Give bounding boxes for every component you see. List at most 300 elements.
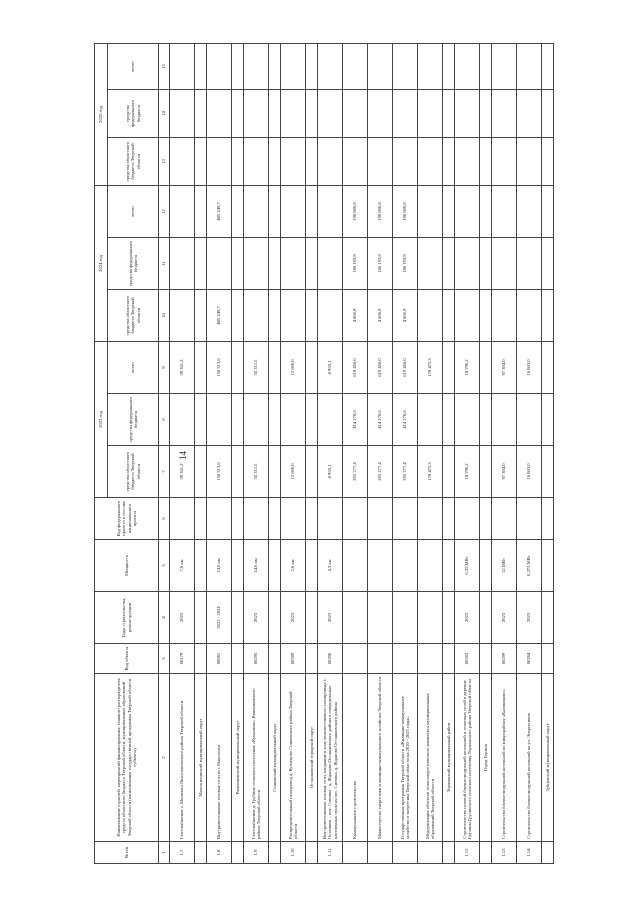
table-cell-col2: Модернизация объектов теплоэнергетического комплекса муниципальных образований Тверской области [418,674,443,842]
section-empty-cell [195,290,207,342]
table-cell-col9: 178 475,3 [418,342,443,394]
section-empty-cell [269,446,281,498]
table-cell-col3: 00081 [207,644,232,674]
section-title: Рамешковский муниципальный округ [232,674,244,842]
section-empty-cell [232,138,244,186]
table-cell-col9: 8 955,1 [318,342,343,394]
section-empty-cell [480,540,492,592]
table-cell-col2: Государственная программа Тверской области «Жилищно-коммунальное хозяйство и энергетика Тверской области на 2020 - 2025 годы» [393,674,418,842]
table-cell-col10 [492,290,517,342]
section-empty-cell [443,44,455,90]
table-cell-col10 [244,290,269,342]
header-2024-total: всего [108,186,159,238]
table-cell-col15 [170,44,195,90]
table-cell-col12 [318,186,343,238]
table-cell-col4: 2023 [455,592,480,644]
section-empty-cell [195,644,207,674]
table-cell-col12 [418,186,443,238]
section-row [443,44,455,864]
table-cell-col7: 97 304,0 [492,446,517,498]
table-cell-col5: 2,6 км [281,540,306,592]
section-blank-cell [232,842,244,864]
table-cell-col6 [455,498,480,540]
header-number: № п/п [95,842,159,864]
table-cell-col13 [517,138,542,186]
header-year-2024: 2024 год [95,186,108,342]
column-number: 1 [159,842,170,864]
table-cell-col14 [207,90,232,138]
section-empty-cell [269,394,281,446]
table-cell-col5 [368,540,393,592]
table-cell-col12 [517,186,542,238]
table-cell-col7: 205 277,4 [368,446,393,498]
table-cell-col5: 14,0 км [207,540,232,592]
header-year-2023: 2023 год [95,342,108,498]
table-cell-col15 [393,44,418,90]
section-empty-cell [306,138,318,186]
table-cell-col9: 12 600,0 [281,342,306,394]
section-empty-cell [306,90,318,138]
section-empty-cell [195,90,207,138]
section-empty-cell [269,90,281,138]
table-cell-col5: 0,375 МВт [517,540,542,592]
table-cell-col8 [170,394,195,446]
section-blank-cell [195,842,207,864]
table-cell-col13 [393,138,418,186]
table-cell-col9: 35 311,5 [244,342,269,394]
table-cell-col5 [343,540,368,592]
table-cell-col10: 4 606,9 [343,290,368,342]
section-empty-cell [480,290,492,342]
table-cell-col11 [455,238,480,290]
table-cell-col2: Коммунальное строительство [343,674,368,842]
table-cell-col2: Строительство блочно-модульной котельной на ул. Энергетиков [517,674,542,842]
section-empty-cell [542,186,554,238]
table-cell-col7: 205 277,4 [393,446,418,498]
table-cell-col1 [393,842,418,864]
section-empty-cell [269,644,281,674]
section-empty-cell [195,446,207,498]
table-cell-col3: 00284 [517,644,542,674]
table-cell-col3: 00283 [455,644,480,674]
table-cell-col9: 619 456,0 [343,342,368,394]
section-row [542,44,554,864]
section-empty-cell [443,90,455,138]
section-row [232,44,244,864]
section-empty-cell [232,644,244,674]
section-empty-cell [306,592,318,644]
table-cell-col15 [492,44,517,90]
section-blank-cell [306,842,318,864]
section-empty-cell [480,394,492,446]
table-cell-col5: 12 МВт [492,540,517,592]
table-cell-col2: Министерство энергетики и жилищно-коммунального хозяйства Тверской области [368,674,393,842]
section-empty-cell [232,592,244,644]
table-cell-col5: 4,3 км [318,540,343,592]
table-cell-col4: 2022 - 2024 [207,592,232,644]
section-empty-cell [306,238,318,290]
table-cell-col12 [455,186,480,238]
section-empty-cell [232,90,244,138]
section-empty-cell [443,238,455,290]
table-cell-col11 [244,238,269,290]
table-cell-col12 [244,186,269,238]
table-cell-col8 [244,394,269,446]
table-cell-col11 [207,238,232,290]
table-cell-col4 [343,592,368,644]
table-cell-col9: 97 304,0 [492,342,517,394]
table-cell-col7: 12 600,0 [281,446,306,498]
table-cell-col6 [318,498,343,540]
section-empty-cell [480,90,492,138]
header-2023-federal: средства федерального бюджета [108,394,159,446]
section-empty-cell [195,186,207,238]
table-cell-col8 [281,394,306,446]
section-empty-cell [542,90,554,138]
table-cell-col9: 16 863,0 [517,342,542,394]
section-empty-cell [443,138,455,186]
table-cell-col15 [418,44,443,90]
column-number: 6 [159,498,170,540]
table-row [318,44,343,864]
table-cell-col1: 1.10 [281,842,306,864]
table-cell-col14 [343,90,368,138]
table-cell-col10 [517,290,542,342]
table-cell-col8: 414 178,6 [393,394,418,446]
table-cell-col15 [343,44,368,90]
table-row [418,44,443,864]
table-row [368,44,393,864]
table-cell-col9: 156 313,6 [207,342,232,394]
section-empty-cell [232,446,244,498]
section-empty-cell [306,186,318,238]
table-cell-col13 [170,138,195,186]
table-cell-col6 [244,498,269,540]
table-cell-col14 [517,90,542,138]
table-cell-col4: 2023 [517,592,542,644]
header-2023-total: всего [108,342,159,394]
table-cell-col11 [517,238,542,290]
section-empty-cell [195,592,207,644]
table-cell-col13 [281,138,306,186]
table-cell-col7: 156 313,6 [207,446,232,498]
table-cell-col13 [207,138,232,186]
section-title: Зубцовский муниципальный округ [542,674,554,842]
table-cell-col11: 186 193,9 [368,238,393,290]
table-cell-col8 [318,394,343,446]
section-empty-cell [443,186,455,238]
section-blank-cell [480,842,492,864]
section-empty-cell [269,498,281,540]
header-project-code: Код федерального проекта в составе национального проекта [95,498,159,540]
table-cell-col9: 18 790,2 [455,342,480,394]
table-cell-col6 [343,498,368,540]
section-empty-cell [306,290,318,342]
table-cell-col5: 7,6 км [170,540,195,592]
header-2025-federal: средства федерального бюджета [108,90,159,138]
table-cell-col14 [318,90,343,138]
section-blank-cell [443,842,455,864]
table-cell-col14 [393,90,418,138]
section-empty-cell [542,238,554,290]
table-cell-col1: 1.13 [492,842,517,864]
section-empty-cell [306,498,318,540]
table-cell-col7: 35 311,5 [244,446,269,498]
column-number: 5 [159,540,170,592]
table-cell-col1: 1.7 [170,842,195,864]
section-blank-cell [269,842,281,864]
table-cell-col11 [281,238,306,290]
section-empty-cell [306,446,318,498]
table-cell-col4: 2023 [492,592,517,644]
section-title: Город Торжок [480,674,492,842]
investment-table [94,43,554,864]
table-cell-col14 [455,90,480,138]
header-object-code: Код объекта [95,644,159,674]
header-2025-regional: средства областного бюджета Тверской области [108,138,159,186]
table-cell-col8: 414 178,6 [343,394,368,446]
table-cell-col15 [455,44,480,90]
table-cell-col15 [368,44,393,90]
table-cell-col3: 00289 [281,644,306,674]
section-empty-cell [232,290,244,342]
table-cell-col3 [393,644,418,674]
table-cell-col13 [318,138,343,186]
table-cell-col13 [244,138,269,186]
section-empty-cell [443,290,455,342]
section-empty-cell [443,446,455,498]
table-cell-col8 [418,394,443,446]
section-empty-cell [480,644,492,674]
table-cell-col6 [281,498,306,540]
table-cell-col15 [281,44,306,90]
section-empty-cell [269,592,281,644]
table-cell-col13 [455,138,480,186]
table-cell-col3: 00179 [170,644,195,674]
column-number: 15 [159,44,170,90]
table-row [281,44,306,864]
table-cell-col10 [170,290,195,342]
section-empty-cell [480,186,492,238]
section-empty-cell [306,394,318,446]
column-number: 13 [159,138,170,186]
table-cell-col3: 00295 [244,644,269,674]
table-cell-col12 [170,186,195,238]
table-cell-col9: 39 361,2 [170,342,195,394]
table-cell-col5: 0,35 МВт [455,540,480,592]
section-empty-cell [542,138,554,186]
section-empty-cell [542,644,554,674]
table-cell-col14 [244,90,269,138]
table-row [207,44,232,864]
table-cell-col15 [244,44,269,90]
table-cell-col15 [517,44,542,90]
table-cell-col7: 16 863,0 [517,446,542,498]
section-empty-cell [542,498,554,540]
table-row [170,44,195,864]
table-row [455,44,480,864]
section-empty-cell [269,342,281,394]
section-empty-cell [480,342,492,394]
section-empty-cell [542,540,554,592]
table-cell-col2: Внутрипоселковые газовые сети, входящие в зону межпоселкового газопровода г. Осташков – пос. Сиговка - д. Жданово Осташковского района в сопредельных населенных пунктах пос. Сиговка, д. Жданово Осташковского района [318,674,343,842]
table-cell-col10 [281,290,306,342]
section-empty-cell [195,498,207,540]
header-years: Годы строительства, реконструкции [95,592,159,644]
header-year-2025: 2025 год [95,44,108,186]
table-cell-col2: Строительство газовой блочно-модульной котельной и тепловых сетей в деревне Грузины Грузинского сельского поселения Торжокского района Тверской области [455,674,480,842]
table-cell-col13 [418,138,443,186]
table-cell-col7: 18 790,2 [455,446,480,498]
table-cell-col12 [281,186,306,238]
table-cell-col5 [393,540,418,592]
table-cell-col14 [368,90,393,138]
section-empty-cell [195,540,207,592]
section-empty-cell [269,238,281,290]
column-number: 11 [159,238,170,290]
table-cell-col9: 619 456,0 [393,342,418,394]
table-cell-col6 [517,498,542,540]
table-cell-col15 [207,44,232,90]
header-2025-total: всего [108,44,159,90]
table-cell-col12: 190 800,8 [368,186,393,238]
table-cell-col2: Строительство блочно-модульной котельной по микрорайону «Калиниково» [492,674,517,842]
table-cell-col14 [281,90,306,138]
column-number: 7 [159,446,170,498]
section-empty-cell [443,540,455,592]
section-empty-cell [443,498,455,540]
table-cell-col11 [318,238,343,290]
section-empty-cell [480,238,492,290]
table-cell-col4 [393,592,418,644]
table-cell-col7: 205 277,4 [343,446,368,498]
table-row [492,44,517,864]
section-empty-cell [232,540,244,592]
section-empty-cell [542,592,554,644]
section-empty-cell [195,342,207,394]
table-cell-col14 [492,90,517,138]
section-title: Осташковский городской округ [306,674,318,842]
table-cell-col6 [207,498,232,540]
table-cell-col4 [368,592,393,644]
table-cell-col3 [418,644,443,674]
section-row [269,44,281,864]
table-cell-col11: 186 193,9 [343,238,368,290]
section-empty-cell [269,540,281,592]
table-cell-col8 [517,394,542,446]
table-cell-col2: Газоснабжение с. Мошенка Лихославльского района Тверской области [170,674,195,842]
table-cell-col7: 39 361,2 [170,446,195,498]
table-cell-col3: 00290 [318,644,343,674]
section-empty-cell [443,394,455,446]
table-cell-col6 [393,498,418,540]
section-empty-cell [195,238,207,290]
page-number: 14 [178,451,188,460]
section-empty-cell [269,290,281,342]
section-row [306,44,318,864]
section-empty-cell [232,342,244,394]
table-cell-col4: 2023 [318,592,343,644]
header-2024-federal: средства федерального бюджета [108,238,159,290]
table-row [517,44,542,864]
column-number: 9 [159,342,170,394]
table-cell-col11 [418,238,443,290]
section-title: Торжокский муниципальный район [443,674,455,842]
section-empty-cell [480,446,492,498]
header-2023-regional: средства областного бюджета Тверской области [108,446,159,498]
table-cell-col4: 2023 [244,592,269,644]
table-cell-col12: 190 800,8 [343,186,368,238]
table-cell-col12 [492,186,517,238]
table-cell-col2: Распределительный газопровод д. Кузнецово Сонковского района Тверской области [281,674,306,842]
table-cell-col4: 2023 [281,592,306,644]
section-empty-cell [542,342,554,394]
table-cell-col5 [418,540,443,592]
table-cell-col10: 4 606,9 [368,290,393,342]
table-cell-col7: 178 475,3 [418,446,443,498]
table-cell-col3 [368,644,393,674]
table-cell-col1 [343,842,368,864]
table-cell-col8 [207,394,232,446]
table-cell-col13 [343,138,368,186]
column-number: 14 [159,90,170,138]
section-empty-cell [269,138,281,186]
table-cell-col11: 186 193,9 [393,238,418,290]
table-cell-col3: 00299 [492,644,517,674]
section-blank-cell [542,842,554,864]
table-cell-col10: 4 606,9 [393,290,418,342]
section-empty-cell [542,290,554,342]
table-cell-col1: 1.8 [207,842,232,864]
section-empty-cell [480,138,492,186]
section-empty-cell [443,592,455,644]
table-cell-col10: 485 249,7 [207,290,232,342]
header-2024-regional: средства областного бюджета Тверской области [108,290,159,342]
section-empty-cell [542,394,554,446]
table-cell-col9: 619 456,0 [368,342,393,394]
table-cell-col15 [318,44,343,90]
section-empty-cell [232,186,244,238]
section-empty-cell [195,44,207,90]
table-cell-col7: 8 955,1 [318,446,343,498]
section-empty-cell [306,644,318,674]
section-row [195,44,207,864]
table-cell-col13 [492,138,517,186]
table-cell-col4 [418,592,443,644]
table-cell-col12: 485 249,7 [207,186,232,238]
column-number: 3 [159,644,170,674]
section-empty-cell [232,44,244,90]
table-cell-col1: 1.9 [244,842,269,864]
table-cell-col10 [455,290,480,342]
table-row [343,44,368,864]
table-cell-col11 [492,238,517,290]
header-capacity: Мощность [95,540,159,592]
table-cell-col1: 1.14 [517,842,542,864]
section-title: Максатихинский муниципальный округ [195,674,207,842]
column-number: 10 [159,290,170,342]
table-cell-col13 [368,138,393,186]
section-empty-cell [542,44,554,90]
table-row [393,44,418,864]
column-number: 12 [159,186,170,238]
table-cell-col8 [492,394,517,446]
table-cell-col1 [418,842,443,864]
section-title: Сонковский муниципальный округ [269,674,281,842]
table-cell-col6 [368,498,393,540]
section-empty-cell [542,446,554,498]
table-cell-col10 [318,290,343,342]
